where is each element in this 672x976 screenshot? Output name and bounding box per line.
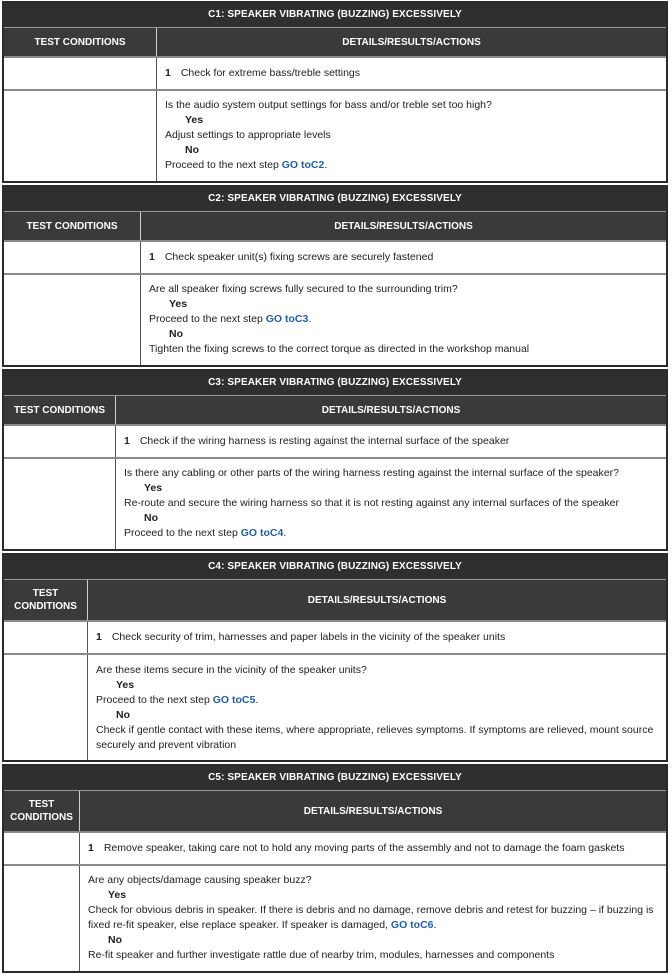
yes-action: Re-route and secure the wiring harness so that it is not resting against any internal surfaces of the speaker: [124, 497, 619, 509]
question-text: Are all speaker fixing screws fully secured to the surrounding trim?: [149, 283, 458, 295]
c2-step-row: [4, 240, 666, 273]
go-to-c3-link[interactable]: GO toC3: [265, 313, 309, 325]
test-conditions-cell: [4, 622, 88, 653]
yes-action: Adjust settings to appropriate levels: [165, 129, 331, 141]
no-label: No: [144, 512, 158, 524]
period: .: [255, 694, 259, 706]
no-action: Re-fit speaker and further investigate rattle due of nearby trim, modules, harnesses and components: [88, 949, 555, 961]
test-conditions-cell: [4, 459, 116, 549]
test-conditions-line2: CONDITIONS: [10, 812, 73, 823]
test-conditions-line1: TEST: [32, 588, 59, 599]
details-header: DETAILS/RESULTS/ACTIONS: [303, 805, 443, 817]
question-text: Are any objects/damage causing speaker buzz?: [88, 874, 312, 886]
no-action: Proceed to the next step: [124, 527, 241, 539]
test-conditions-cell: [4, 275, 141, 365]
c1-title: C1: SPEAKER VIBRATING (BUZZING) EXCESSIVELY: [4, 3, 666, 27]
period: .: [308, 313, 312, 325]
period: .: [283, 527, 287, 539]
step-number: 1: [149, 251, 155, 263]
c3-title: C3: SPEAKER VIBRATING (BUZZING) EXCESSIVELY: [4, 371, 666, 395]
details-header: DETAILS/RESULTS/ACTIONS: [334, 220, 473, 232]
step-text: Check if the wiring harness is resting against the internal surface of the speaker: [139, 435, 510, 447]
test-conditions-header: TEST CONDITIONS: [4, 212, 141, 240]
c5-step-row: [4, 831, 666, 864]
question-text: Is there any cabling or other parts of the wiring harness resting against the internal surface of the speaker?: [124, 467, 619, 479]
yes-action: Proceed to the next step: [96, 694, 213, 706]
test-conditions-cell: [4, 58, 157, 89]
period: .: [324, 159, 328, 171]
step-number: 1: [88, 842, 94, 854]
test-conditions-cell: [4, 833, 80, 864]
test-conditions-header: [4, 580, 88, 620]
c1-block: [2, 1, 668, 183]
c3-result-row: [4, 457, 666, 549]
c2-block: [2, 185, 668, 367]
c4-result-row: [4, 653, 666, 760]
step-number: 1: [165, 67, 171, 79]
c4-block: [2, 553, 668, 762]
c4-title: C4: SPEAKER VIBRATING (BUZZING) EXCESSIVELY: [4, 555, 666, 579]
yes-label: Yes: [108, 889, 127, 901]
yes-action: Proceed to the next step: [149, 313, 266, 325]
step-text: Check speaker unit(s) fixing screws are securely fastened: [164, 251, 434, 263]
go-to-c2-link[interactable]: GO toC2: [281, 159, 325, 171]
test-conditions-cell: [4, 91, 157, 181]
yes-label: Yes: [185, 114, 204, 126]
test-conditions-cell: [4, 655, 88, 760]
no-action: Proceed to the next step: [165, 159, 282, 171]
question-text: Is the audio system output settings for bass and/or treble set too high?: [165, 99, 492, 111]
c1-step-row: [4, 56, 666, 89]
c5-result-row: [4, 864, 666, 971]
test-conditions-cell: [4, 866, 80, 971]
no-label: No: [169, 328, 183, 340]
go-to-c5-link[interactable]: GO toC5: [212, 694, 256, 706]
no-label: No: [116, 709, 130, 721]
c4-step-row: [4, 620, 666, 653]
c2-title: C2: SPEAKER VIBRATING (BUZZING) EXCESSIVELY: [4, 187, 666, 211]
c1-result-row: [4, 89, 666, 181]
go-to-c4-link[interactable]: GO toC4: [240, 527, 284, 539]
c3-header-row: [4, 395, 666, 424]
test-conditions-line1: TEST: [28, 799, 55, 810]
go-to-c6-link[interactable]: GO toC6: [390, 919, 434, 931]
test-conditions-cell: [4, 426, 116, 457]
period: .: [433, 919, 437, 931]
no-action: Tighten the fixing screws to the correct torque as directed in the workshop manual: [149, 343, 530, 355]
question-text: Are these items secure in the vicinity of the speaker units?: [96, 664, 367, 676]
no-label: No: [108, 934, 122, 946]
c4-header-row: [4, 579, 666, 620]
c3-step-row: [4, 424, 666, 457]
c5-header-row: [4, 790, 666, 831]
details-header: DETAILS/RESULTS/ACTIONS: [321, 404, 461, 416]
c5-block: [2, 764, 668, 973]
step-text: Check for extreme bass/treble settings: [180, 67, 361, 79]
c5-title: C5: SPEAKER VIBRATING (BUZZING) EXCESSIVELY: [4, 766, 666, 790]
yes-label: Yes: [169, 298, 188, 310]
test-conditions-header: [4, 791, 80, 831]
c2-header-row: [4, 211, 666, 240]
yes-label: Yes: [116, 679, 135, 691]
test-conditions-cell: [4, 242, 141, 273]
step-text: Remove speaker, taking care not to hold any moving parts of the assembly and not to damage the foam gaskets: [103, 842, 625, 854]
c2-result-row: [4, 273, 666, 365]
test-conditions-line2: CONDITIONS: [14, 601, 77, 612]
yes-action: Check for obvious debris in speaker. If there is debris and no damage, remove debris and retest for buzzing – if buzzing is fixed re-fit speaker, else replace speaker. If speaker is damaged,: [88, 904, 654, 931]
yes-label: Yes: [144, 482, 163, 494]
no-action: Check if gentle contact with these items, where appropriate, relieves symptoms. If symptoms are relieved, mount source securely and prevent vibration: [96, 724, 654, 751]
step-text: Check security of trim, harnesses and paper labels in the vicinity of the speaker units: [111, 631, 506, 643]
test-conditions-header: TEST CONDITIONS: [4, 396, 116, 424]
c3-block: [2, 369, 668, 551]
c1-header-row: [4, 27, 666, 56]
step-number: 1: [96, 631, 102, 643]
no-label: No: [185, 144, 199, 156]
details-header: DETAILS/RESULTS/ACTIONS: [307, 594, 447, 606]
test-conditions-header: TEST CONDITIONS: [4, 28, 157, 56]
step-number: 1: [124, 435, 130, 447]
details-header: DETAILS/RESULTS/ACTIONS: [342, 36, 481, 48]
